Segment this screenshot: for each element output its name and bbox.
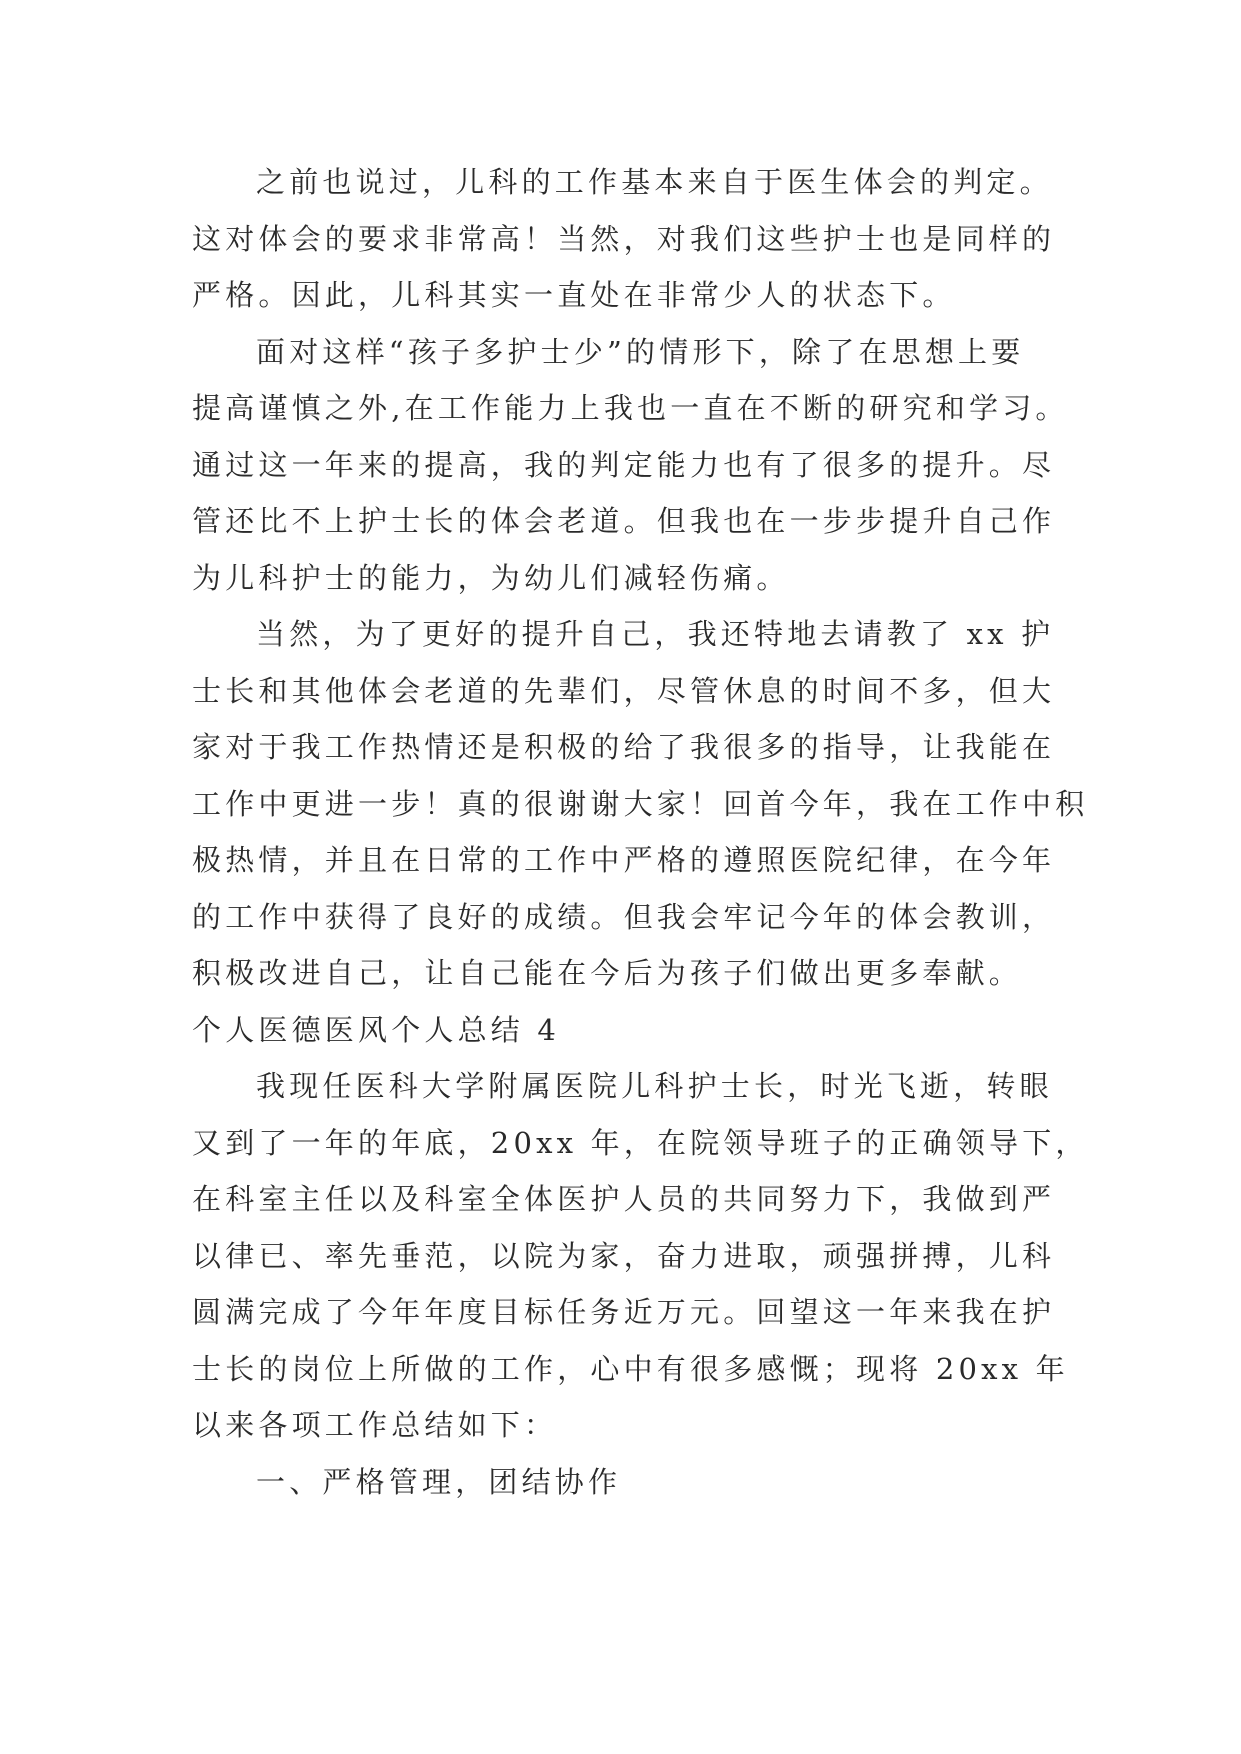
- paragraph-line: 家对于我工作热情还是积极的给了我很多的指导，让我能在: [192, 730, 1056, 764]
- paragraph-line: 这对体会的要求非常高！当然，对我们这些护士也是同样的: [192, 221, 1056, 256]
- paragraph-line: 又到了一年的年底，20xx 年，在院领导班子的正确领导下，: [192, 1125, 1089, 1160]
- subsection-heading: 一、严格管理，团结协作: [256, 1464, 622, 1499]
- section-heading: 个人医德医风个人总结 4: [192, 1012, 561, 1047]
- paragraph-line: 以来各项工作总结如下：: [192, 1408, 558, 1442]
- paragraph-line: 圆满完成了今年年度目标任务近万元。回望这一年来我在护: [192, 1295, 1056, 1329]
- document-body: [192, 154, 1089, 1510]
- paragraph-line: 的工作中获得了良好的成绩。但我会牢记今年的体会教训，: [192, 899, 1056, 934]
- paragraph-line: 严格。因此，儿科其实一直处在非常少人的状态下。: [192, 278, 956, 312]
- paragraph-line: 我现任医科大学附属医院儿科护士长，时光飞逝，转眼: [256, 1069, 1053, 1103]
- paragraph-line: 在科室主任以及科室全体医护人员的共同努力下，我做到严: [192, 1182, 1056, 1216]
- paragraph-line: 面对这样“孩子多护士少”的情形下，除了在思想上要: [256, 334, 1025, 369]
- paragraph-line: 为儿科护士的能力，为幼儿们减轻伤痛。: [192, 560, 790, 595]
- paragraph-line: 极热情，并且在日常的工作中严格的遵照医院纪律，在今年: [192, 843, 1056, 877]
- paragraph-line: 通过这一年来的提高，我的判定能力也有了很多的提升。尽: [192, 447, 1056, 482]
- paragraph-line: 管还比不上护士长的体会老道。但我也在一步步提升自己作: [192, 504, 1056, 538]
- paragraph-line: 提高谨慎之外,在工作能力上我也一直在不断的研究和学习。: [192, 391, 1069, 425]
- paragraph-line: 以律已、率先垂范，以院为家，奋力进取，顽强拼搏，儿科: [192, 1238, 1056, 1273]
- paragraph-line: 工作中更进一步！真的很谢谢大家！回首今年，我在工作中积: [192, 786, 1089, 821]
- paragraph-line: 士长的岗位上所做的工作，心中有很多感慨；现将 20xx 年: [192, 1351, 1069, 1386]
- paragraph-line: 积极改进自己，让自己能在今后为孩子们做出更多奉献。: [192, 956, 1023, 990]
- paragraph-line: 士长和其他体会老道的先辈们，尽管休息的时间不多，但大: [192, 673, 1056, 708]
- paragraph-line: 之前也说过，儿科的工作基本来自于医生体会的判定。: [256, 165, 1053, 199]
- paragraph-line: 当然，为了更好的提升自己，我还特地去请教了 xx 护: [256, 617, 1055, 651]
